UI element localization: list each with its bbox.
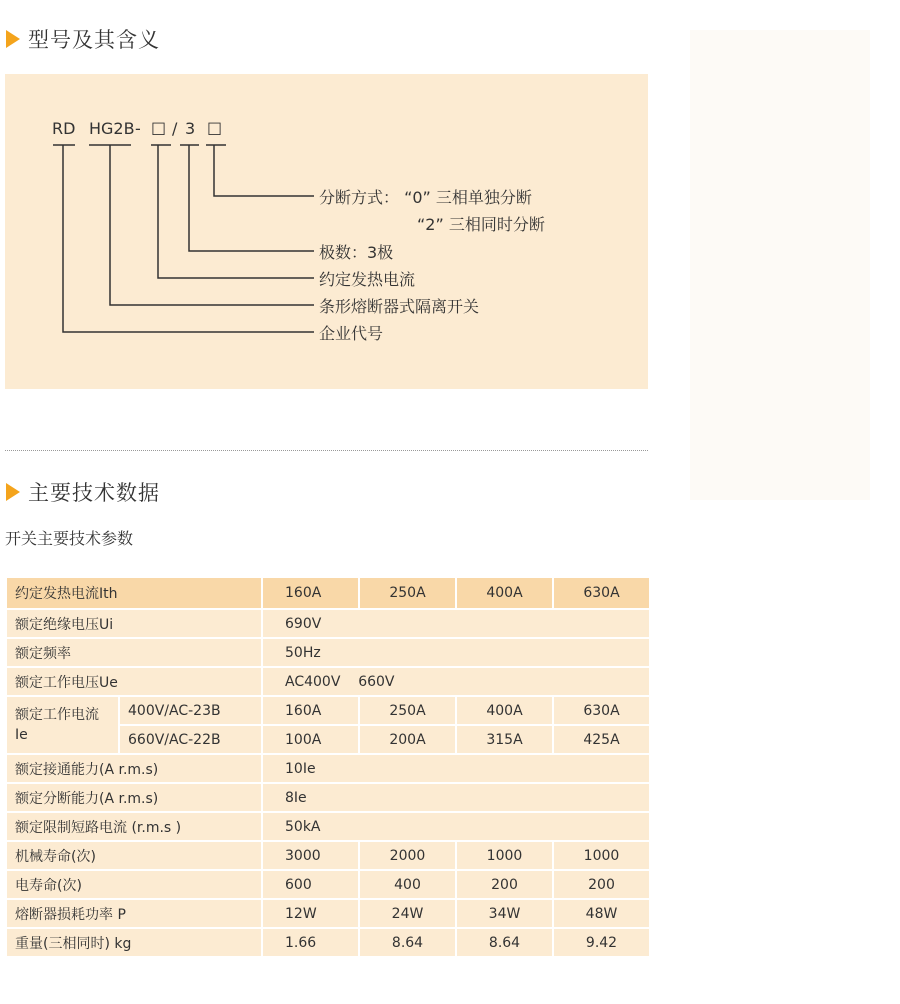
row-label: 额定绝缘电压Ui [6,609,262,638]
table-cell: 200A [359,725,456,754]
row-label: 机械寿命(次) [6,841,262,870]
table-cell: 8Ie [262,783,650,812]
table-row [6,783,650,812]
table-row [6,609,650,638]
table-subtitle: 开关主要技术参数 [5,529,134,548]
row-label: 重量(三相同时) kg [6,928,262,957]
table-cell: 12W [262,899,359,928]
section-divider [5,450,648,451]
explanation-current: 约定发热电流 [319,270,416,289]
model-designation-panel [5,74,648,389]
table-cell: 200 [553,870,650,899]
table-row [6,899,650,928]
section-heading-model [6,24,160,54]
section-title: 主要技术数据 [28,481,160,505]
code-box2: □ [207,118,223,137]
table-cell: 600 [262,870,359,899]
table-cell: AC400V 660V [262,667,650,696]
code-hg2b: HG2B [89,119,135,138]
row-label: 额定分断能力(A r.m.s) [6,783,262,812]
table-cell: 48W [553,899,650,928]
table-cell: 250A [359,696,456,725]
row-label: 额定频率 [6,638,262,667]
table-cell: 100A [262,725,359,754]
explanation-poles: 极数：3极 [319,243,394,262]
table-cell: 200 [456,870,553,899]
row-label: 额定工作电流Ie [6,696,119,754]
row-sublabel: 660V/AC-22B [119,725,262,754]
table-cell: 1000 [456,841,553,870]
table-cell: 425A [553,725,650,754]
table-cell: 8.64 [456,928,553,957]
row-label: 额定限制短路电流 (r.m.s ) [6,812,262,841]
specs-table [5,576,651,958]
row-sublabel: 400V/AC-23B [119,696,262,725]
table-cell: 315A [456,725,553,754]
table-row [6,754,650,783]
table-cell: 8.64 [359,928,456,957]
table-cell: 9.42 [553,928,650,957]
section-heading-specs [6,477,160,507]
triangle-bullet-icon [6,30,20,48]
table-cell: 34W [456,899,553,928]
code-rd: RD [52,119,76,138]
table-cell: 3000 [262,841,359,870]
table-cell: 400A [456,696,553,725]
table-row [6,812,650,841]
table-cell: 690V [262,609,650,638]
table-row [6,696,650,725]
table-row [6,870,650,899]
table-cell: 2000 [359,841,456,870]
section-title: 型号及其含义 [28,28,160,52]
table-cell: 160A [262,577,359,609]
table-cell: 10Ie [262,754,650,783]
table-cell: 630A [553,577,650,609]
code-dash: - [135,119,141,138]
table-cell: 160A [262,696,359,725]
code-slash: / [172,119,178,138]
row-label: 额定接通能力(A r.m.s) [6,754,262,783]
table-cell: 400A [456,577,553,609]
table-header-row [6,577,650,609]
table-row [6,667,650,696]
row-label: 约定发热电流Ith [6,577,262,609]
table-cell: 1000 [553,841,650,870]
row-label: 额定工作电压Ue [6,667,262,696]
table-row [6,638,650,667]
triangle-bullet-icon [6,483,20,501]
row-label: 熔断器损耗功率 P [6,899,262,928]
table-cell: 400 [359,870,456,899]
table-cell: 24W [359,899,456,928]
table-row [6,841,650,870]
code-poles: 3 [185,119,196,138]
explanation-breaking-mode: 分断方式： “0” 三相单独分断 [319,188,532,207]
code-box1: □ [151,118,167,137]
table-cell: 250A [359,577,456,609]
background-decoration [690,30,870,500]
explanation-breaking-mode-2: “2” 三相同时分断 [417,215,545,234]
explanation-company: 企业代号 [319,324,384,343]
table-cell: 630A [553,696,650,725]
table-cell: 1.66 [262,928,359,957]
table-cell: 50kA [262,812,650,841]
table-cell: 50Hz [262,638,650,667]
row-label: 电寿命(次) [6,870,262,899]
table-row [6,928,650,957]
explanation-switch-type: 条形熔断器式隔离开关 [319,297,480,316]
